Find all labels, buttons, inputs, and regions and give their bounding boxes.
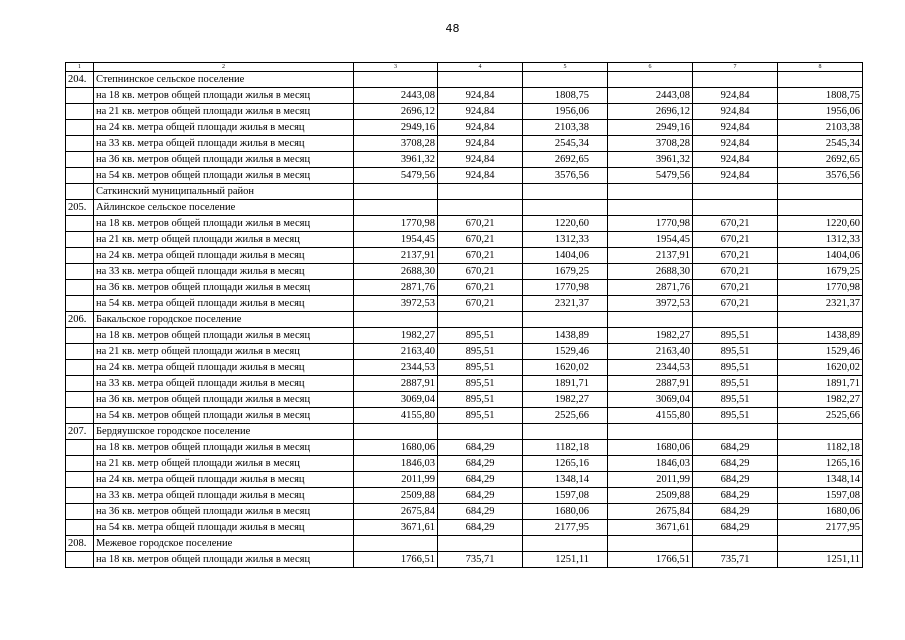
row-label: на 33 кв. метра общей площади жилья в месяц [94,376,354,392]
table-row [66,280,863,296]
value-cell-col-6: 3708,28 [608,136,693,152]
value-cell-col-7: 670,21 [693,248,778,264]
value-cell-col-7: 684,29 [693,504,778,520]
value-cell-col-6: 2344,53 [608,360,693,376]
value-cell-col-8: 1220,60 [778,216,863,232]
value-cell-col-5 [523,536,608,552]
row-label: на 36 кв. метров общей площади жилья в месяц [94,504,354,520]
value-cell-col-7: 670,21 [693,264,778,280]
value-cell-col-3: 2675,84 [354,504,438,520]
value-cell-col-5: 1182,18 [523,440,608,456]
table-row [66,120,863,136]
row-number [66,328,94,344]
row-label: на 36 кв. метров общей площади жилья в месяц [94,280,354,296]
row-number [66,472,94,488]
value-cell-col-8: 2103,38 [778,120,863,136]
row-number [66,504,94,520]
value-cell-col-3: 1680,06 [354,440,438,456]
value-cell-col-7: 924,84 [693,120,778,136]
row-number [66,120,94,136]
value-cell-col-3: 3972,53 [354,296,438,312]
value-cell-col-8: 1770,98 [778,280,863,296]
value-cell-col-6: 5479,56 [608,168,693,184]
value-cell-col-5: 1597,08 [523,488,608,504]
row-number: 205. [66,200,94,216]
value-cell-col-4: 895,51 [438,360,523,376]
value-cell-col-8 [778,312,863,328]
value-cell-col-4: 924,84 [438,136,523,152]
value-cell-col-3: 2949,16 [354,120,438,136]
row-label: Бердяушское городское поселение [94,424,354,440]
value-cell-col-3: 1766,51 [354,552,438,568]
value-cell-col-5 [523,72,608,88]
value-cell-col-6: 2509,88 [608,488,693,504]
value-cell-col-7: 895,51 [693,408,778,424]
value-cell-col-7 [693,200,778,216]
value-cell-col-4 [438,536,523,552]
value-cell-col-7: 684,29 [693,472,778,488]
value-cell-col-4 [438,312,523,328]
table-row [66,520,863,536]
row-number [66,456,94,472]
value-cell-col-6: 2949,16 [608,120,693,136]
row-number [66,152,94,168]
row-label: на 36 кв. метров общей площади жилья в месяц [94,152,354,168]
row-number [66,520,94,536]
row-number [66,392,94,408]
value-cell-col-7: 924,84 [693,88,778,104]
value-cell-col-5 [523,200,608,216]
value-cell-col-5: 2525,66 [523,408,608,424]
column-number-7: 7 [693,63,778,72]
value-cell-col-6: 1770,98 [608,216,693,232]
value-cell-col-3 [354,200,438,216]
column-number-row [66,63,863,72]
row-label: на 18 кв. метров общей площади жилья в месяц [94,216,354,232]
value-cell-col-6: 2011,99 [608,472,693,488]
table-row [66,200,863,216]
value-cell-col-3: 2011,99 [354,472,438,488]
value-cell-col-3: 2871,76 [354,280,438,296]
value-cell-col-8: 1182,18 [778,440,863,456]
value-cell-col-5: 3576,56 [523,168,608,184]
row-label: на 36 кв. метров общей площади жилья в месяц [94,392,354,408]
value-cell-col-7: 895,51 [693,360,778,376]
value-cell-col-7: 670,21 [693,296,778,312]
value-cell-col-5: 2177,95 [523,520,608,536]
value-cell-col-8: 2321,37 [778,296,863,312]
table-row [66,488,863,504]
value-cell-col-3: 4155,80 [354,408,438,424]
value-cell-col-3: 2443,08 [354,88,438,104]
value-cell-col-4: 895,51 [438,392,523,408]
table-row [66,456,863,472]
value-cell-col-7: 895,51 [693,376,778,392]
value-cell-col-4: 895,51 [438,376,523,392]
value-cell-col-8 [778,72,863,88]
value-cell-col-5 [523,424,608,440]
value-cell-col-8: 1680,06 [778,504,863,520]
value-cell-col-8: 2177,95 [778,520,863,536]
value-cell-col-4: 684,29 [438,456,523,472]
row-number [66,264,94,280]
row-label: на 21 кв. метр общей площади жилья в месяц [94,344,354,360]
value-cell-col-7: 924,84 [693,104,778,120]
value-cell-col-5: 1251,11 [523,552,608,568]
value-cell-col-4: 924,84 [438,120,523,136]
value-cell-col-8: 1956,06 [778,104,863,120]
table-row [66,344,863,360]
value-cell-col-7 [693,184,778,200]
row-label: на 54 кв. метра общей площади жилья в месяц [94,520,354,536]
value-cell-col-5 [523,184,608,200]
table-row [66,296,863,312]
value-cell-col-8: 1438,89 [778,328,863,344]
value-cell-col-5: 1312,33 [523,232,608,248]
row-number [66,488,94,504]
value-cell-col-4: 924,84 [438,88,523,104]
value-cell-col-3: 3708,28 [354,136,438,152]
value-cell-col-6: 2163,40 [608,344,693,360]
value-cell-col-4: 684,29 [438,488,523,504]
value-cell-col-5: 1620,02 [523,360,608,376]
value-cell-col-7: 684,29 [693,456,778,472]
row-label: Саткинский муниципальный район [94,184,354,200]
value-cell-col-3: 3069,04 [354,392,438,408]
row-number [66,552,94,568]
table-row [66,168,863,184]
value-cell-col-6: 2137,91 [608,248,693,264]
page-number: 48 [445,22,460,35]
value-cell-col-8: 2545,34 [778,136,863,152]
value-cell-col-3 [354,424,438,440]
table-row [66,376,863,392]
value-cell-col-4 [438,72,523,88]
value-cell-col-6: 2675,84 [608,504,693,520]
value-cell-col-7: 895,51 [693,328,778,344]
value-cell-col-8: 1982,27 [778,392,863,408]
row-label: на 24 кв. метра общей площади жилья в месяц [94,472,354,488]
row-number [66,280,94,296]
value-cell-col-5: 1891,71 [523,376,608,392]
table-row [66,440,863,456]
value-cell-col-4 [438,424,523,440]
table-row [66,88,863,104]
value-cell-col-4: 924,84 [438,152,523,168]
value-cell-col-4: 670,21 [438,248,523,264]
value-cell-col-7: 895,51 [693,344,778,360]
row-label: на 33 кв. метра общей площади жилья в месяц [94,136,354,152]
value-cell-col-6 [608,184,693,200]
table-row [66,360,863,376]
table-row [66,328,863,344]
value-cell-col-3 [354,72,438,88]
value-cell-col-7 [693,424,778,440]
value-cell-col-3: 3961,32 [354,152,438,168]
column-number-8: 8 [778,63,863,72]
value-cell-col-4: 895,51 [438,408,523,424]
column-number-4: 4 [438,63,523,72]
table-row [66,216,863,232]
value-cell-col-7: 895,51 [693,392,778,408]
value-cell-col-6 [608,72,693,88]
value-cell-col-8 [778,200,863,216]
value-cell-col-5: 2321,37 [523,296,608,312]
row-number: 204. [66,72,94,88]
table-row [66,152,863,168]
value-cell-col-4: 684,29 [438,520,523,536]
value-cell-col-8 [778,424,863,440]
value-cell-col-7 [693,72,778,88]
value-cell-col-6: 2696,12 [608,104,693,120]
value-cell-col-5 [523,312,608,328]
row-number: 207. [66,424,94,440]
value-cell-col-8: 1808,75 [778,88,863,104]
value-cell-col-3: 2509,88 [354,488,438,504]
value-cell-col-6 [608,536,693,552]
value-cell-col-4: 895,51 [438,328,523,344]
value-cell-col-5: 1679,25 [523,264,608,280]
column-number-1: 1 [66,63,94,72]
value-cell-col-3: 1846,03 [354,456,438,472]
value-cell-col-7 [693,536,778,552]
value-cell-col-4 [438,184,523,200]
value-cell-col-6: 3069,04 [608,392,693,408]
value-cell-col-7: 684,29 [693,440,778,456]
row-number [66,344,94,360]
value-cell-col-6: 2443,08 [608,88,693,104]
value-cell-col-7 [693,312,778,328]
value-cell-col-5: 1770,98 [523,280,608,296]
table-row [66,184,863,200]
value-cell-col-8: 1679,25 [778,264,863,280]
row-number [66,168,94,184]
value-cell-col-8: 1529,46 [778,344,863,360]
value-cell-col-5: 1808,75 [523,88,608,104]
value-cell-col-5: 1404,06 [523,248,608,264]
row-label: на 21 кв. метр общей площади жилья в месяц [94,232,354,248]
row-label: на 54 кв. метров общей площади жилья в месяц [94,408,354,424]
value-cell-col-3: 3671,61 [354,520,438,536]
value-cell-col-7: 670,21 [693,232,778,248]
row-label: на 33 кв. метра общей площади жилья в месяц [94,264,354,280]
table-row [66,248,863,264]
value-cell-col-8: 1348,14 [778,472,863,488]
table-row [66,136,863,152]
value-cell-col-3: 2163,40 [354,344,438,360]
value-cell-col-8: 1597,08 [778,488,863,504]
column-number-2: 2 [94,63,354,72]
value-cell-col-6: 1846,03 [608,456,693,472]
table-row [66,232,863,248]
value-cell-col-4: 684,29 [438,440,523,456]
row-label: на 54 кв. метра общей площади жилья в месяц [94,296,354,312]
row-number [66,360,94,376]
column-number-6: 6 [608,63,693,72]
row-number [66,440,94,456]
row-number [66,184,94,200]
value-cell-col-7: 670,21 [693,280,778,296]
value-cell-col-3: 2688,30 [354,264,438,280]
value-cell-col-4: 670,21 [438,296,523,312]
value-cell-col-3: 1954,45 [354,232,438,248]
value-cell-col-7: 735,71 [693,552,778,568]
row-label: на 24 кв. метра общей площади жилья в месяц [94,360,354,376]
value-cell-col-5: 2103,38 [523,120,608,136]
value-cell-col-8: 3576,56 [778,168,863,184]
value-cell-col-3: 1982,27 [354,328,438,344]
row-number [66,88,94,104]
value-cell-col-6: 3972,53 [608,296,693,312]
row-label: на 18 кв. метров общей площади жилья в месяц [94,328,354,344]
table-row [66,104,863,120]
value-cell-col-6 [608,200,693,216]
value-cell-col-4: 670,21 [438,280,523,296]
value-cell-col-8: 1251,11 [778,552,863,568]
value-cell-col-4: 895,51 [438,344,523,360]
row-label: на 18 кв. метров общей площади жилья в месяц [94,552,354,568]
row-number [66,296,94,312]
row-number [66,376,94,392]
row-label: Айлинское сельское поселение [94,200,354,216]
row-label: на 21 кв. метр общей площади жилья в месяц [94,456,354,472]
value-cell-col-5: 1956,06 [523,104,608,120]
row-number [66,232,94,248]
value-cell-col-5: 1680,06 [523,504,608,520]
value-cell-col-5: 1348,14 [523,472,608,488]
table-row [66,552,863,568]
table-body [66,63,863,568]
value-cell-col-3 [354,184,438,200]
table-row [66,408,863,424]
value-cell-col-6: 3961,32 [608,152,693,168]
value-cell-col-8 [778,184,863,200]
value-cell-col-4: 924,84 [438,104,523,120]
value-cell-col-5: 1982,27 [523,392,608,408]
column-number-5: 5 [523,63,608,72]
value-cell-col-7: 670,21 [693,216,778,232]
value-cell-col-3: 2696,12 [354,104,438,120]
value-cell-col-3: 2887,91 [354,376,438,392]
value-cell-col-6: 2688,30 [608,264,693,280]
value-cell-col-6: 3671,61 [608,520,693,536]
value-cell-col-3 [354,536,438,552]
value-cell-col-4: 670,21 [438,232,523,248]
row-label: на 21 кв. метров общей площади жилья в месяц [94,104,354,120]
value-cell-col-8: 2692,65 [778,152,863,168]
table-row [66,472,863,488]
value-cell-col-7: 684,29 [693,488,778,504]
table-row [66,392,863,408]
value-cell-col-6: 2887,91 [608,376,693,392]
row-label: Степнинское сельское поселение [94,72,354,88]
row-label: на 18 кв. метров общей площади жилья в месяц [94,440,354,456]
row-number [66,408,94,424]
value-cell-col-6: 2871,76 [608,280,693,296]
row-number [66,104,94,120]
table-row [66,264,863,280]
value-cell-col-5: 1220,60 [523,216,608,232]
value-cell-col-6: 1954,45 [608,232,693,248]
value-cell-col-3: 2344,53 [354,360,438,376]
value-cell-col-8: 2525,66 [778,408,863,424]
row-number: 208. [66,536,94,552]
value-cell-col-3 [354,312,438,328]
value-cell-col-6: 1982,27 [608,328,693,344]
value-cell-col-6 [608,312,693,328]
row-label: на 24 кв. метра общей площади жилья в месяц [94,120,354,136]
value-cell-col-4: 670,21 [438,216,523,232]
row-label: Межевое городское поселение [94,536,354,552]
value-cell-col-8: 1404,06 [778,248,863,264]
row-label: на 54 кв. метров общей площади жилья в месяц [94,168,354,184]
row-number [66,136,94,152]
value-cell-col-6: 1766,51 [608,552,693,568]
value-cell-col-5: 2545,34 [523,136,608,152]
value-cell-col-8: 1265,16 [778,456,863,472]
value-cell-col-4: 684,29 [438,472,523,488]
row-label: Бакальское городское поселение [94,312,354,328]
value-cell-col-3: 2137,91 [354,248,438,264]
value-cell-col-7: 924,84 [693,152,778,168]
value-cell-col-7: 684,29 [693,520,778,536]
row-label: на 24 кв. метра общей площади жилья в месяц [94,248,354,264]
table-row [66,72,863,88]
value-cell-col-3: 5479,56 [354,168,438,184]
value-cell-col-6: 1680,06 [608,440,693,456]
value-cell-col-5: 1265,16 [523,456,608,472]
table-row [66,312,863,328]
table-row [66,504,863,520]
value-cell-col-4: 735,71 [438,552,523,568]
value-cell-col-4: 684,29 [438,504,523,520]
row-label: на 33 кв. метра общей площади жилья в месяц [94,488,354,504]
value-cell-col-5: 1529,46 [523,344,608,360]
row-number: 206. [66,312,94,328]
value-cell-col-3: 1770,98 [354,216,438,232]
value-cell-col-5: 1438,89 [523,328,608,344]
value-cell-col-7: 924,84 [693,168,778,184]
value-cell-col-4: 924,84 [438,168,523,184]
value-cell-col-8: 1891,71 [778,376,863,392]
column-number-3: 3 [354,63,438,72]
table-row [66,424,863,440]
value-cell-col-5: 2692,65 [523,152,608,168]
value-cell-col-6: 4155,80 [608,408,693,424]
value-cell-col-4 [438,200,523,216]
value-cell-col-4: 670,21 [438,264,523,280]
value-cell-col-8: 1620,02 [778,360,863,376]
row-label: на 18 кв. метров общей площади жилья в месяц [94,88,354,104]
row-number [66,248,94,264]
tariff-table [65,62,863,568]
row-number [66,216,94,232]
value-cell-col-8: 1312,33 [778,232,863,248]
value-cell-col-8 [778,536,863,552]
table-row [66,536,863,552]
value-cell-col-7: 924,84 [693,136,778,152]
value-cell-col-6 [608,424,693,440]
